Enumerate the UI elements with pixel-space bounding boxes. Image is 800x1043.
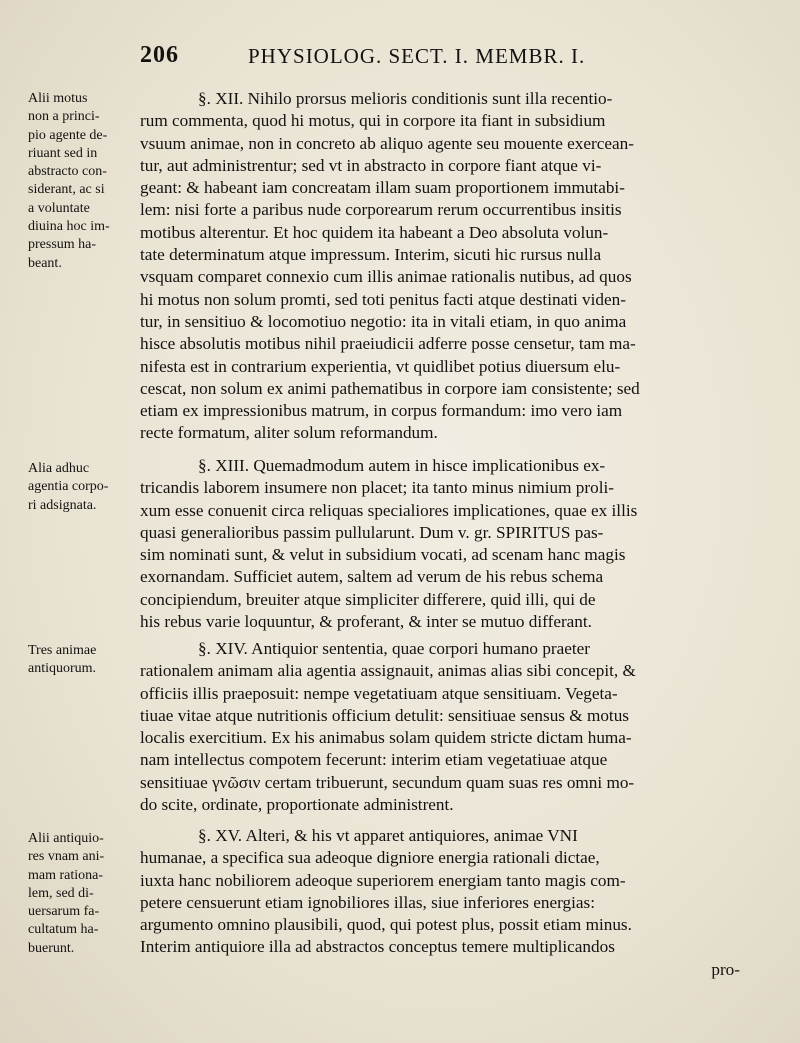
margin-note-line: antiquorum. [28,661,97,677]
margin-note-line: diuina hoc im- [28,219,110,235]
text-line: tate determinatum atque impressum. Interim, sicuti hic rursus nulla [140,245,602,265]
text-line: quasi generalioribus passim pullularunt. Dum v. gr. SPIRITUS pas- [140,522,604,542]
margin-note-line: lem, sed di- [28,885,94,901]
text-line: iuxta hanc nobiliorem adeoque superiorem energiam tanto magis com- [140,870,626,890]
text-line: motibus alterentur. Et hoc quidem ita habeant a Deo absoluta volun- [140,222,609,242]
paragraph-section-12 [140,88,740,445]
text-line: cescat, non solum ex animi pathematibus in corpore iam consistente; sed [140,378,640,398]
text-line: vsquam comparet connexio cum illis animae rationalis nutibus, ad quos [140,267,632,287]
text-line: hisce absolutis motibus nihil praeiudicii adferre posse censetur, tam ma- [140,334,636,354]
text-line: rationalem animam alia agentia assignauit, animas alias sibi concepit, & [140,661,636,681]
text-line: §. XIV. Antiquior sententia, quae corpori humano praeter [198,639,591,658]
text-line: geant: & habeant iam concreatam illam suam proportionem immutabi- [140,178,625,198]
page-header [140,42,740,72]
text-line: §. XV. Alteri, & his vt apparet antiquiores, animae VNI [198,826,578,845]
text-line: exornandam. Sufficiet autem, saltem ad verum de his rebus schema [140,567,604,587]
margin-note-line: pio agente de- [28,127,108,143]
margin-note-line: a voluntate [28,200,90,216]
text-line: lem: nisi forte a paribus nude corporearum rerum occurrentibus insitis [140,200,622,220]
text-line: §. XII. Nihilo prorsus melioris conditionis sunt illa recentio- [198,89,613,108]
text-line: tur, in sensitiuo & locomotiuo negotio: ita in vitali etiam, in quo anima [140,311,627,331]
margin-note-line: Tres animae [28,643,97,658]
margin-note-line: non a princi- [28,109,100,125]
paragraph-section-13 [140,455,740,633]
running-title: PHYSIOLOG. SECT. I. MEMBR. I. [248,44,586,68]
text-line: vsuum animae, non in concreto ab aliquo agente seu mouente exercean- [140,133,634,153]
text-line: §. XIII. Quemadmodum autem in hisce implicationibus ex- [198,456,606,475]
margin-note-line: beant. [28,255,62,271]
text-line: hi motus non solum promti, sed toti penitus facti atque destinati viden- [140,289,626,309]
margin-note-line: riuant sed in [28,145,98,161]
margin-note-tres-animae [28,642,150,679]
margin-note-line: pressum ha- [28,237,97,253]
text-line: localis exercitium. Ex his animabus solam quidem stricte dictam huma- [140,728,632,748]
margin-note-line: Alii motus [28,91,88,106]
text-line: petere censuerunt etiam ignobiliores illas, siue inferiores energias: [140,892,595,912]
page-number: 206 [140,42,179,68]
margin-note-line: uersarum fa- [28,904,100,920]
paragraph-section-15 [140,825,740,981]
margin-note-agentia [28,460,150,515]
margin-note-motus [28,90,150,273]
text-line: nifesta est in contrarium experientia, vt quidlibet potius diuersum elu- [140,356,621,376]
text-line: etiam ex impressionibus matrum, in corpus formandum: imo vero iam [140,401,623,421]
text-line: his rebus varie loquuntur, & proferant, & inter se mutuo differant. [140,612,592,632]
margin-note-line: ri adsignata. [28,497,97,513]
margin-note-line: agentia corpo- [28,479,109,495]
text-line: nam intellectus compotem fecerunt: interim etiam vegetatiuae atque [140,750,608,770]
text-line: recte formatum, aliter solum reformandum. [140,423,438,443]
text-line: do scite, ordinate, proportionate administrent. [140,795,454,815]
text-line: tiuae vitae atque nutritionis officium detulit: sensitiuae sensus & motus [140,705,629,725]
text-line: sensitiuae γνῶσιν certam tribuerunt, secundum quam suas res omni mo- [140,772,635,792]
text-line: tur, aut administrentur; sed vt in abstracto in corpore fiant atque vi- [140,155,602,175]
text-line: rum commenta, quod hi motus, qui in corpore ita fiant in subsidium [140,111,606,131]
text-line: Interim antiquiore illa ad abstractos conceptus temere multiplicandos [140,937,615,957]
margin-note-line: Alia adhuc [28,461,90,476]
margin-note-line: abstracto con- [28,164,107,180]
margin-note-line: buerunt. [28,940,75,956]
text-line: humanae, a specifica sua adeoque digniore energia rationali dictae, [140,848,600,868]
margin-note-antiquiores [28,830,150,958]
margin-note-line: siderant, ac si [28,182,105,198]
text-line: tricandis laborem insumere non placet; ita tanto minus nimium proli- [140,478,614,498]
text-line: concipiendum, breuiter atque simpliciter differere, quid illi, qui de [140,589,596,609]
text-line: officiis illis praeposuit: nempe vegetatiuam atque sensitiuam. Vegeta- [140,683,618,703]
catchword: pro- [711,959,740,979]
margin-note-line: res vnam ani- [28,849,105,865]
margin-note-line: mam rationa- [28,867,104,883]
margin-note-line: Alii antiquio- [28,831,104,846]
text-line: xum esse conuenit circa reliquas specialiores implicationes, quae ex illis [140,500,638,520]
margin-note-line: cultatum ha- [28,922,99,938]
text-line: argumento omnino plausibili, quod, qui potest plus, possit etiam minus. [140,915,632,935]
text-line: sim nominati sunt, & velut in subsidium vocati, ad scenam hanc magis [140,545,626,565]
paragraph-section-14 [140,638,740,816]
